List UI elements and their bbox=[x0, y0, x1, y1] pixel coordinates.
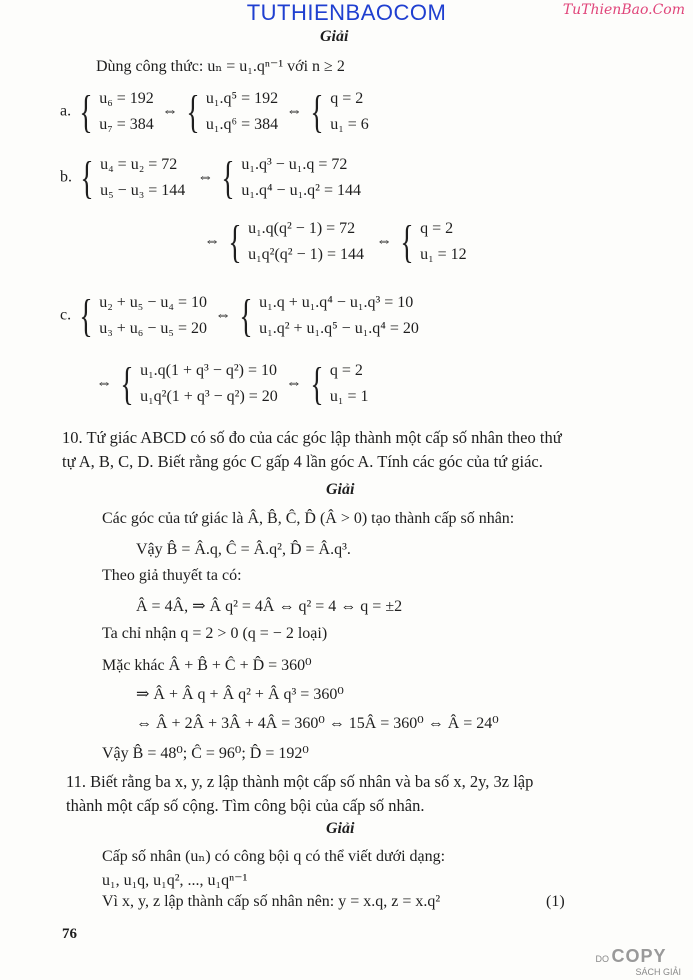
system: { u₁.q³ − u₁.q = 72 u₁.q⁴ − u₁.q² = 144 bbox=[221, 152, 361, 203]
s10-line: ⇔ Â + 2Â + 3Â + 4Â = 360⁰ ⇔ 15Â = 360⁰ ⇔ Â = 24⁰ bbox=[136, 715, 499, 732]
solution-heading: Giải bbox=[320, 28, 349, 45]
system: { u₁.q + u₁.q⁴ − u₁.q³ = 10 u₁.q² + u₁.q⁵ − u₁.q⁴ = 20 bbox=[239, 290, 419, 341]
system: { u₂ + u₅ − u₄ = 10 u₃ + u₆ − u₅ = 20 bbox=[79, 290, 208, 341]
part-label: c. bbox=[60, 306, 72, 324]
part-b bbox=[60, 152, 361, 204]
system: { u₄ = u₂ = 72 u₅ − u₃ = 144 bbox=[80, 152, 186, 203]
eq: u₁.q³ − u₁.q = 72 bbox=[241, 156, 348, 173]
equation-number: (1) bbox=[546, 893, 565, 910]
s11-line: u₁, u₁q, u₁q², ..., u₁qⁿ⁻¹ bbox=[102, 872, 248, 889]
part-a bbox=[60, 86, 369, 138]
equiv-symbol: ⇔ bbox=[286, 102, 303, 120]
eq: u₆ = 192 bbox=[99, 90, 154, 107]
eq: u₁q²(1 + q³ − q²) = 20 bbox=[140, 388, 278, 405]
eq: u₁ = 1 bbox=[329, 388, 369, 405]
problem-11-line2: thành một cấp số cộng. Tìm công bội của cấp số nhân. bbox=[66, 796, 425, 815]
s10-line: Mặc khác Â + B̂ + Ĉ + D̂ = 360⁰ bbox=[102, 657, 312, 674]
eq: u₃ + u₆ − u₅ = 20 bbox=[99, 320, 208, 337]
eq: u₁.q + u₁.q⁴ − u₁.q³ = 10 bbox=[259, 294, 414, 311]
eq: u₇ = 384 bbox=[99, 116, 154, 133]
system: { q = 2 u₁ = 6 bbox=[310, 86, 369, 137]
s10-line: Các góc của tứ giác là Â, B̂, Ĉ, D̂ (Â > 0) tạo thành cấp số nhân: bbox=[102, 510, 515, 527]
eq: u₁ = 6 bbox=[330, 116, 369, 133]
stamp-text: SÁCH GIẢI bbox=[635, 967, 681, 977]
system: { u₁.q(q² − 1) = 72 u₁q²(q² − 1) = 144 bbox=[228, 216, 364, 267]
problem-11-line1: 11. Biết rằng ba x, y, z lập thành một cấp số nhân và ba số x, 2y, 3z lập bbox=[66, 772, 534, 791]
system: { q = 2 u₁ = 1 bbox=[310, 358, 369, 409]
stamp-text: DO bbox=[595, 954, 609, 964]
eq: q = 2 bbox=[329, 362, 363, 379]
equiv-symbol: ⇔ bbox=[204, 232, 220, 250]
part-c bbox=[60, 290, 419, 342]
equiv-symbol: ⇔ bbox=[161, 102, 178, 120]
s11-line: Vì x, y, z lập thành cấp số nhân nên: y = x.q, z = x.q² bbox=[102, 893, 441, 910]
system: { q = 2 u₁ = 12 bbox=[400, 216, 467, 267]
site-header: TUTHIENBAOCOM bbox=[246, 0, 447, 25]
eq: u₅ − u₃ = 144 bbox=[100, 182, 186, 199]
eq: u₁.q⁶ = 384 bbox=[205, 116, 279, 133]
system: { u₆ = 192 u₇ = 384 bbox=[79, 86, 154, 137]
solution-heading: Giải bbox=[326, 481, 355, 498]
part-label: a. bbox=[60, 102, 72, 120]
system: { u₁.q⁵ = 192 u₁.q⁶ = 384 bbox=[186, 86, 279, 137]
eq: u₁.q² + u₁.q⁵ − u₁.q⁴ = 20 bbox=[259, 320, 419, 337]
equiv-symbol: ⇔ bbox=[375, 232, 392, 250]
s10-line: Vậy B̂ = 48⁰; Ĉ = 96⁰; D̂ = 192⁰ bbox=[102, 745, 309, 762]
stamp-text: COPY bbox=[611, 946, 667, 966]
formula-line: Dùng công thức: uₙ = u₁.qⁿ⁻¹ với n ≥ 2 bbox=[96, 58, 345, 75]
part-c-cont bbox=[96, 358, 369, 410]
s10-line: Vậy B̂ = Â.q, Ĉ = Â.q², D̂ = Â.q³. bbox=[136, 541, 351, 558]
eq: u₂ + u₅ − u₄ = 10 bbox=[99, 294, 208, 311]
brand-logo: TuThienBao.Com bbox=[562, 2, 685, 18]
page-number: 76 bbox=[62, 926, 77, 942]
eq: q = 2 bbox=[330, 90, 364, 107]
eq: u₁.q⁴ − u₁.q² = 144 bbox=[241, 182, 361, 199]
equiv-symbol: ⇔ bbox=[215, 306, 232, 324]
watermark-stamp bbox=[595, 946, 681, 977]
s10-line: Theo giả thuyết ta có: bbox=[102, 567, 242, 584]
problem-10-line1: 10. Tứ giác ABCD có số đo của các góc lập thành một cấp số nhân theo thứ bbox=[62, 428, 562, 447]
equiv-symbol: ⇔ bbox=[285, 374, 302, 392]
part-b-cont bbox=[204, 216, 467, 268]
s10-line: Â = 4Â, ⇒ Â q² = 4Â ⇔ q² = 4 ⇔ q = ±2 bbox=[136, 598, 403, 615]
problem-10-line2: tự A, B, C, D. Biết rằng góc C gấp 4 lần góc A. Tính các góc của tứ giác. bbox=[62, 452, 543, 471]
eq: u₁.q(1 + q³ − q²) = 10 bbox=[140, 362, 277, 379]
eq: u₄ = u₂ = 72 bbox=[100, 156, 178, 173]
system: { u₁.q(1 + q³ − q²) = 10 u₁q²(1 + q³ − q²) = 20 bbox=[120, 358, 278, 409]
eq: u₁.q⁵ = 192 bbox=[205, 90, 279, 107]
solution-heading: Giải bbox=[326, 820, 355, 837]
eq: u₁.q(q² − 1) = 72 bbox=[248, 220, 356, 237]
s10-line: ⇒ Â + Â q + Â q² + Â q³ = 360⁰ bbox=[136, 686, 344, 703]
equiv-symbol: ⇔ bbox=[96, 374, 112, 392]
eq: u₁ = 12 bbox=[420, 246, 467, 263]
equiv-symbol: ⇔ bbox=[197, 168, 214, 186]
eq: u₁q²(q² − 1) = 144 bbox=[248, 246, 364, 263]
s10-line: Ta chỉ nhận q = 2 > 0 (q = − 2 loại) bbox=[102, 625, 328, 642]
s11-line: Cấp số nhân (uₙ) có công bội q có thể viết dưới dạng: bbox=[102, 848, 446, 865]
part-label: b. bbox=[60, 168, 72, 186]
eq: q = 2 bbox=[420, 220, 454, 237]
